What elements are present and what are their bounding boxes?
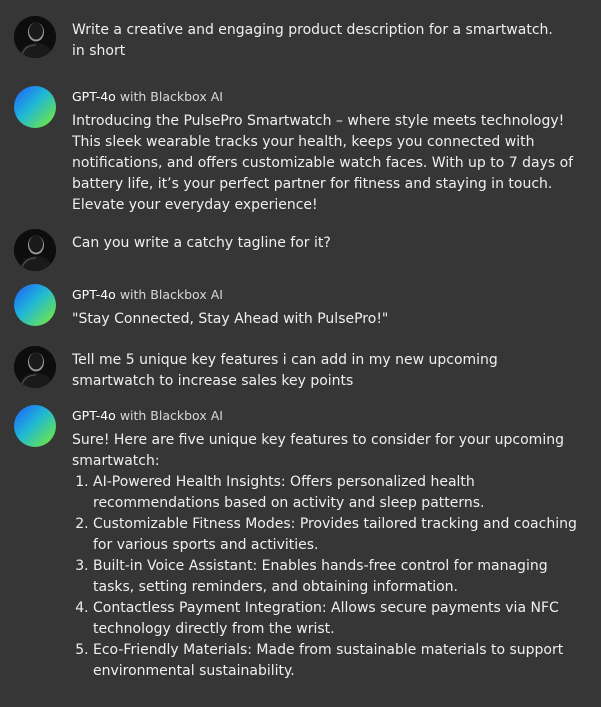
message-content (72, 405, 589, 682)
message-text (72, 16, 589, 62)
message-text-line: in short (72, 43, 126, 59)
model-name: GPT-4o (72, 287, 116, 302)
user-avatar (14, 229, 56, 271)
message-content (72, 86, 589, 216)
list-item: 4. Contactless Payment Integration: Allows secure payments via NFC technology directly from the wrist. (93, 598, 589, 640)
user-message (14, 16, 589, 62)
list-item: 5. Eco-Friendly Materials: Made from sustainable materials to support environmental sustainability. (93, 640, 589, 682)
feature-list (72, 472, 589, 682)
user-avatar (14, 16, 56, 58)
provider-label: with Blackbox AI (119, 287, 223, 302)
user-message (14, 229, 589, 271)
list-item: 3. Built-in Voice Assistant: Enables hands-free control for managing tasks, setting reminders, and obtaining information. (93, 556, 589, 598)
provider-label: with Blackbox AI (119, 89, 223, 104)
list-item: 1. AI-Powered Health Insights: Offers personalized health recommendations based on activity and sleep patterns. (93, 472, 589, 514)
user-silhouette-icon (14, 229, 56, 271)
provider-label: with Blackbox AI (119, 408, 223, 423)
ai-avatar (14, 284, 56, 326)
ai-message (14, 405, 589, 682)
message-text: Tell me 5 unique key features i can add in my new upcoming smartwatch to increase sales key points (72, 352, 498, 389)
message-text: Introducing the PulsePro Smartwatch – where style meets technology! This sleek wearable tracks your health, keeps you connected with notifications, and offers customizable watch faces. With up to 7 days of battery life, it’s your perfect partner for fitness and staying in touch. Elevate your everyday experience! (72, 113, 574, 213)
user-silhouette-icon (14, 346, 56, 388)
sender-label (72, 86, 589, 105)
model-name: GPT-4o (72, 408, 116, 423)
sender-label (72, 405, 589, 424)
sender-label (72, 284, 589, 303)
message-text: Sure! Here are five unique key features to consider for your upcoming smartwatch: (72, 432, 564, 469)
message-content (72, 16, 589, 62)
ai-avatar (14, 86, 56, 128)
ai-avatar (14, 405, 56, 447)
user-message (14, 346, 589, 392)
message-text-line: Write a creative and engaging product description for a smartwatch. (72, 22, 553, 38)
list-item: 2. Customizable Fitness Modes: Provides tailored tracking and coaching for various sports and activities. (93, 514, 589, 556)
message-text: Can you write a catchy tagline for it? (72, 235, 331, 251)
ai-message (14, 284, 589, 330)
message-content (72, 284, 589, 330)
message-content (72, 346, 589, 392)
message-content (72, 229, 589, 254)
message-text: "Stay Connected, Stay Ahead with PulsePro!" (72, 311, 389, 327)
user-silhouette-icon (14, 16, 56, 58)
model-name: GPT-4o (72, 89, 116, 104)
user-avatar (14, 346, 56, 388)
ai-message (14, 86, 589, 216)
